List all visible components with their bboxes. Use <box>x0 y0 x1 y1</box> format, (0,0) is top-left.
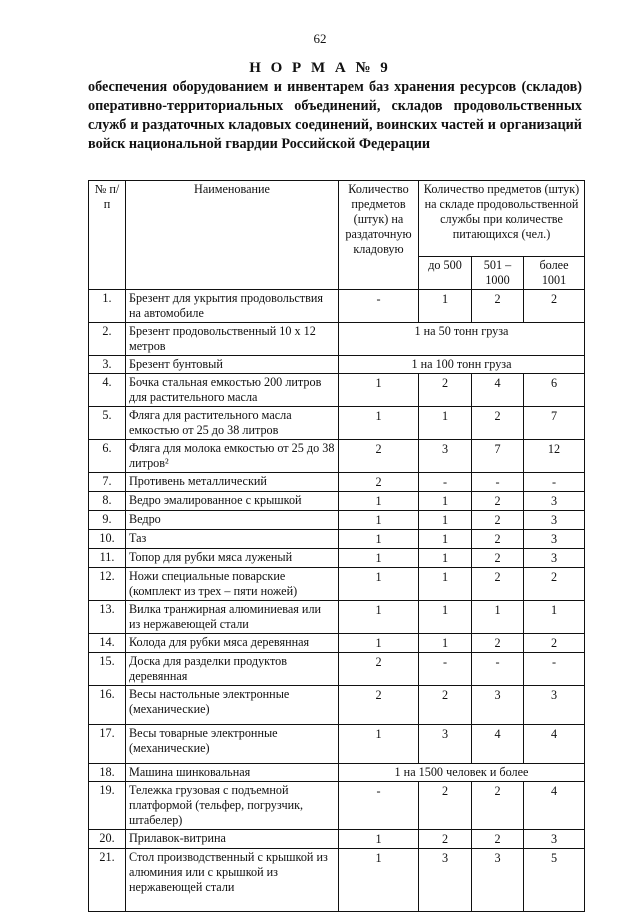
table-row <box>89 374 585 407</box>
row-qty-over-1001: 3 <box>524 686 585 725</box>
table-row <box>89 290 585 323</box>
row-qty-up-to-500: 1 <box>419 290 472 323</box>
row-qty-501-1000: 7 <box>472 440 524 473</box>
row-qty-up-to-500: 1 <box>419 407 472 440</box>
header-number: № п/п <box>89 181 126 290</box>
row-pantry-qty: 1 <box>339 492 419 511</box>
table-row <box>89 764 585 782</box>
row-qty-over-1001: - <box>524 653 585 686</box>
row-number: 5. <box>89 407 126 440</box>
row-item-name: Весы товарные электронные (механические) <box>126 725 339 764</box>
row-item-name: Машина шинковальная <box>126 764 339 782</box>
norm-table <box>88 180 585 912</box>
row-qty-up-to-500: 3 <box>419 849 472 912</box>
row-qty-501-1000: 2 <box>472 290 524 323</box>
row-pantry-qty: 1 <box>339 511 419 530</box>
row-qty-501-1000: 2 <box>472 549 524 568</box>
header-pantry-quantity: Количество предметов (штук) на раздаточную кладовую <box>339 181 419 290</box>
row-item-name: Топор для рубки мяса луженый <box>126 549 339 568</box>
row-qty-over-1001: 4 <box>524 782 585 830</box>
table-row <box>89 849 585 912</box>
row-item-name: Ведро <box>126 511 339 530</box>
row-qty-501-1000: 2 <box>472 407 524 440</box>
row-number: 8. <box>89 492 126 511</box>
row-item-name: Бочка стальная емкостью 200 литров для растительного масла <box>126 374 339 407</box>
table-row <box>89 830 585 849</box>
table-row <box>89 440 585 473</box>
row-norm-rate: 1 на 50 тонн груза <box>339 323 585 356</box>
row-norm-rate: 1 на 1500 человек и более <box>339 764 585 782</box>
row-qty-up-to-500: - <box>419 653 472 686</box>
row-qty-over-1001: 6 <box>524 374 585 407</box>
row-qty-up-to-500: 1 <box>419 568 472 601</box>
row-pantry-qty: 2 <box>339 653 419 686</box>
header-up-to-500: до 500 <box>419 257 472 290</box>
row-number: 14. <box>89 634 126 653</box>
row-item-name: Брезент бунтовый <box>126 356 339 374</box>
row-qty-501-1000: 1 <box>472 601 524 634</box>
table-row <box>89 782 585 830</box>
table-row <box>89 568 585 601</box>
row-qty-over-1001: 1 <box>524 601 585 634</box>
row-item-name: Колода для рубки мяса деревянная <box>126 634 339 653</box>
row-qty-up-to-500: 2 <box>419 830 472 849</box>
row-qty-up-to-500: 1 <box>419 492 472 511</box>
row-item-name: Брезент для укрытия продовольствия на автомобиле <box>126 290 339 323</box>
row-number: 18. <box>89 764 126 782</box>
row-qty-over-1001: 3 <box>524 530 585 549</box>
row-qty-501-1000: 2 <box>472 492 524 511</box>
row-number: 15. <box>89 653 126 686</box>
row-qty-up-to-500: 1 <box>419 634 472 653</box>
row-pantry-qty: 1 <box>339 849 419 912</box>
row-qty-over-1001: 2 <box>524 568 585 601</box>
row-qty-up-to-500: 1 <box>419 511 472 530</box>
row-pantry-qty: 1 <box>339 407 419 440</box>
row-number: 9. <box>89 511 126 530</box>
row-pantry-qty: - <box>339 290 419 323</box>
table-row <box>89 407 585 440</box>
table-row <box>89 473 585 492</box>
row-item-name: Фляга для молока емкостью от 25 до 38 литров² <box>126 440 339 473</box>
row-number: 16. <box>89 686 126 725</box>
row-number: 12. <box>89 568 126 601</box>
header-501-1000: 501 – 1000 <box>472 257 524 290</box>
row-qty-up-to-500: 1 <box>419 549 472 568</box>
table-row <box>89 549 585 568</box>
row-item-name: Таз <box>126 530 339 549</box>
row-item-name: Брезент продовольственный 10 х 12 метров <box>126 323 339 356</box>
table-row <box>89 653 585 686</box>
table-row <box>89 601 585 634</box>
document-subtitle: обеспечения оборудованием и инвентарем баз хранения ресурсов (складов) оперативно-территориальных объединений, складов продовольственных служб и раздаточных кладовых соединений, воинских частей и организаций войск национальной гвардии Российской Федерации <box>88 79 582 152</box>
row-number: 2. <box>89 323 126 356</box>
row-number: 4. <box>89 374 126 407</box>
row-item-name: Противень металлический <box>126 473 339 492</box>
row-item-name: Фляга для растительного масла емкостью от 25 до 38 литров <box>126 407 339 440</box>
row-pantry-qty: 1 <box>339 725 419 764</box>
row-number: 11. <box>89 549 126 568</box>
row-qty-over-1001: 3 <box>524 549 585 568</box>
row-qty-over-1001: 7 <box>524 407 585 440</box>
header-name: Наименование <box>126 181 339 290</box>
header-over-1001: более 1001 <box>524 257 585 290</box>
row-qty-501-1000: 4 <box>472 374 524 407</box>
row-number: 19. <box>89 782 126 830</box>
row-qty-501-1000: 2 <box>472 830 524 849</box>
page-number: 62 <box>313 31 327 46</box>
row-item-name: Ведро эмалированное с крышкой <box>126 492 339 511</box>
table-row <box>89 686 585 725</box>
table-body <box>89 290 585 912</box>
row-qty-over-1001: 2 <box>524 290 585 323</box>
row-pantry-qty: 1 <box>339 374 419 407</box>
row-qty-over-1001: 2 <box>524 634 585 653</box>
row-number: 3. <box>89 356 126 374</box>
row-pantry-qty: 1 <box>339 634 419 653</box>
row-qty-501-1000: 2 <box>472 511 524 530</box>
row-qty-up-to-500: 1 <box>419 601 472 634</box>
table-row <box>89 530 585 549</box>
row-qty-501-1000: 2 <box>472 568 524 601</box>
row-item-name: Тележка грузовая с подъемной платформой (тельфер, погрузчик, штабелер) <box>126 782 339 830</box>
row-qty-up-to-500: - <box>419 473 472 492</box>
row-item-name: Доска для разделки продуктов деревянная <box>126 653 339 686</box>
row-pantry-qty: 2 <box>339 440 419 473</box>
table-row <box>89 492 585 511</box>
row-pantry-qty: 2 <box>339 473 419 492</box>
row-item-name: Ножи специальные поварские (комплект из трех – пяти ножей) <box>126 568 339 601</box>
row-pantry-qty: 1 <box>339 530 419 549</box>
table-row <box>89 323 585 356</box>
row-qty-up-to-500: 2 <box>419 686 472 725</box>
row-qty-501-1000: - <box>472 473 524 492</box>
row-item-name: Весы настольные электронные (механические) <box>126 686 339 725</box>
row-number: 21. <box>89 849 126 912</box>
table-row <box>89 634 585 653</box>
row-qty-501-1000: 2 <box>472 530 524 549</box>
table-row <box>89 511 585 530</box>
header-warehouse-quantity: Количество предметов (штук) на складе продовольственной службы при количестве питающихся (чел.) <box>419 181 585 257</box>
row-qty-over-1001: - <box>524 473 585 492</box>
row-qty-501-1000: - <box>472 653 524 686</box>
row-number: 10. <box>89 530 126 549</box>
row-pantry-qty: 1 <box>339 568 419 601</box>
row-qty-over-1001: 5 <box>524 849 585 912</box>
row-qty-over-1001: 4 <box>524 725 585 764</box>
row-pantry-qty: 2 <box>339 686 419 725</box>
row-number: 13. <box>89 601 126 634</box>
row-qty-501-1000: 2 <box>472 634 524 653</box>
row-number: 7. <box>89 473 126 492</box>
row-qty-501-1000: 3 <box>472 849 524 912</box>
row-qty-501-1000: 4 <box>472 725 524 764</box>
row-qty-over-1001: 3 <box>524 511 585 530</box>
row-norm-rate: 1 на 100 тонн груза <box>339 356 585 374</box>
row-item-name: Стол производственный с крышкой из алюминия или с крышкой из нержавеющей стали <box>126 849 339 912</box>
row-qty-up-to-500: 1 <box>419 530 472 549</box>
row-pantry-qty: - <box>339 782 419 830</box>
row-qty-501-1000: 3 <box>472 686 524 725</box>
row-qty-up-to-500: 2 <box>419 782 472 830</box>
table-row <box>89 356 585 374</box>
row-qty-501-1000: 2 <box>472 782 524 830</box>
row-qty-over-1001: 12 <box>524 440 585 473</box>
row-qty-over-1001: 3 <box>524 492 585 511</box>
row-pantry-qty: 1 <box>339 830 419 849</box>
row-pantry-qty: 1 <box>339 601 419 634</box>
row-number: 20. <box>89 830 126 849</box>
row-item-name: Прилавок-витрина <box>126 830 339 849</box>
document-title: Н О Р М А № 9 <box>249 60 391 76</box>
table-row <box>89 725 585 764</box>
row-qty-up-to-500: 3 <box>419 440 472 473</box>
row-pantry-qty: 1 <box>339 549 419 568</box>
row-number: 6. <box>89 440 126 473</box>
row-number: 1. <box>89 290 126 323</box>
row-qty-over-1001: 3 <box>524 830 585 849</box>
row-qty-up-to-500: 2 <box>419 374 472 407</box>
row-qty-up-to-500: 3 <box>419 725 472 764</box>
row-number: 17. <box>89 725 126 764</box>
row-item-name: Вилка транжирная алюминиевая или из нержавеющей стали <box>126 601 339 634</box>
